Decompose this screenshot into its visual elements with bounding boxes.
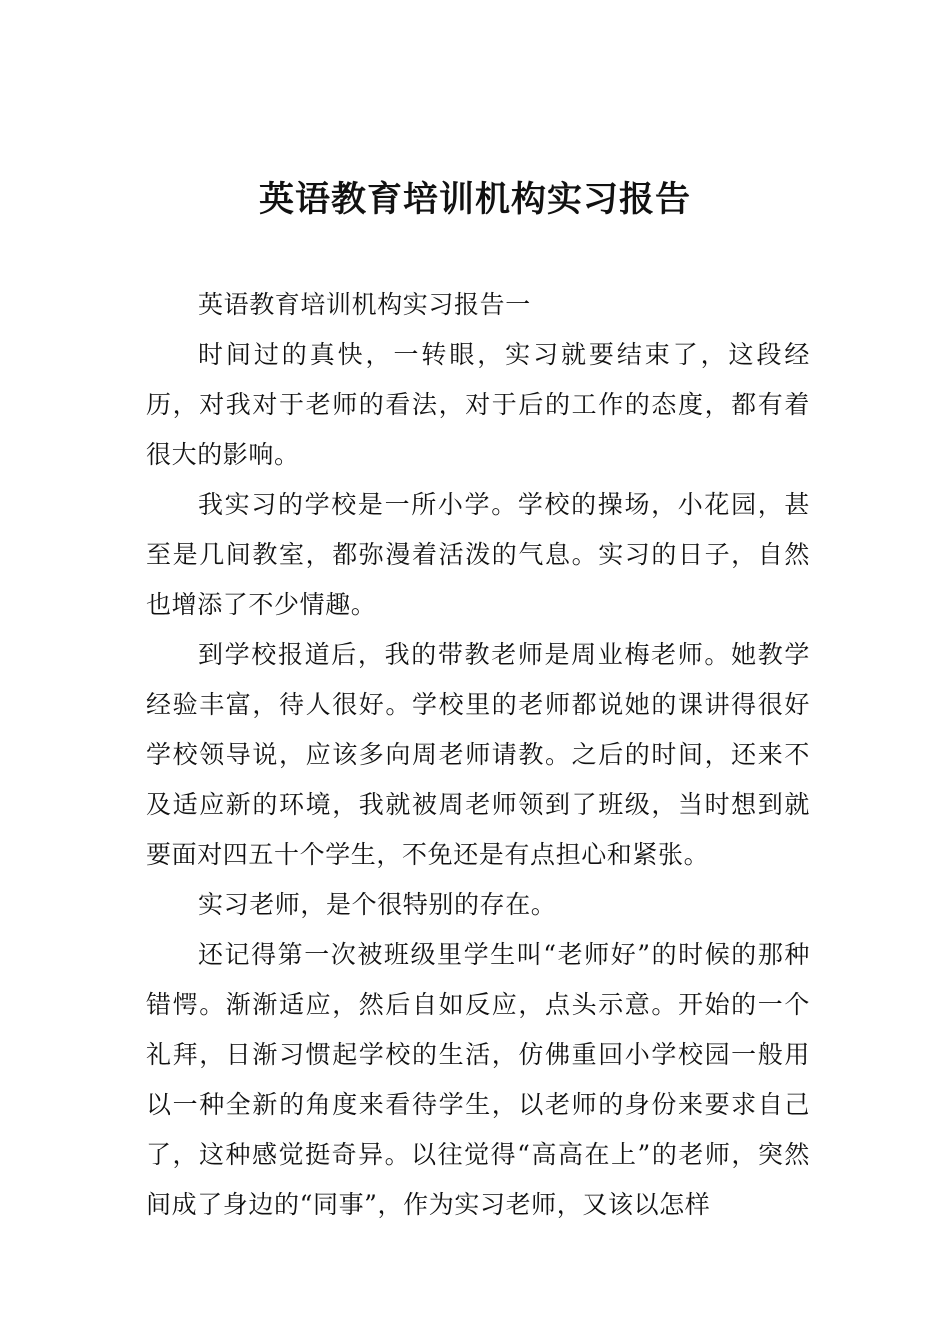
document-body	[146, 280, 810, 1230]
section-heading: 英语教育培训机构实习报告一	[198, 290, 531, 319]
paragraph: 时间过的真快，一转眼，实习就要结束了，这段经历，对我对于老师的看法，对于后的工作的态度，都有着很大的影响。	[146, 340, 810, 469]
document-title: 英语教育培训机构实习报告	[258, 180, 691, 220]
paragraph: 我实习的学校是一所小学。学校的操场，小花园，甚至是几间教室，都弥漫着活泼的气息。实习的日子，自然也增添了不少情趣。	[146, 490, 810, 619]
paragraph: 实习老师，是个很特别的存在。	[198, 890, 557, 919]
paragraph: 到学校报道后，我的带教老师是周业梅老师。她教学经验丰富，待人很好。学校里的老师都说她的课讲得很好学校领导说，应该多向周老师请教。之后的时间，还来不及适应新的环境，我就被周老师领到了班级，当时想到就要面对四五十个学生，不免还是有点担心和紧张。	[146, 640, 810, 869]
paragraph: 还记得第一次被班级里学生叫“老师好”的时候的那种错愕。渐渐适应，然后自如反应，点头示意。开始的一个礼拜，日渐习惯起学校的生活，仿佛重回小学校园一般用以一种全新的角度来看待学生，以老师的身份来要求自己了，这种感觉挺奇异。以往觉得“高高在上”的老师，突然间成了身边的“同事”，作为实习老师，又该以怎样	[146, 940, 810, 1219]
